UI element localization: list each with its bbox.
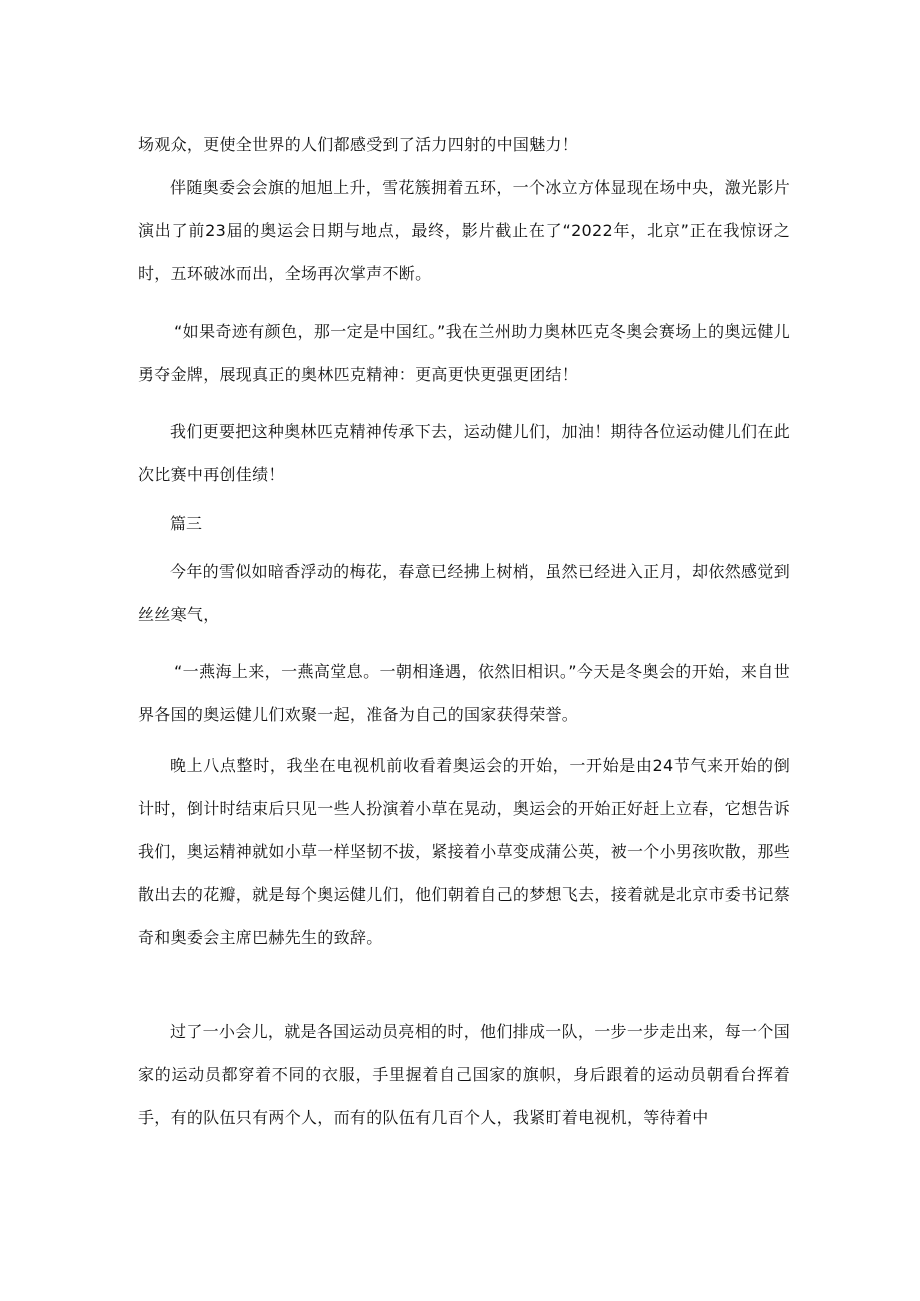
paragraph-3: “如果奇迹有颜色，那一定是中国红。”我在兰州助力奥林匹克冬奥会赛场上的奥远健儿勇夺金牌，展现真正的奥林匹克精神：更高更快更强更团结！ [138,322,790,384]
paragraph-1: 场观众，更使全世界的人们都感受到了活力四射的中国魅力！ [138,135,579,154]
paragraph-6: “一燕海上来，一燕高堂息。一朝相逢遇，依然旧相识。”今天是冬奥会的开始，来自世界各国的奥运健儿们欢聚一起，准备为自己的国家获得荣誉。 [138,662,790,724]
paragraph-7: 晚上八点整时，我坐在电视机前收看着奥运会的开始，一开始是由24节气来开始的倒计时，倒计时结束后只见一些人扮演着小草在晃动，奥运会的开始正好赶上立春，它想告诉我们，奥运精神就如小草一样坚韧不拔，紧接着小草变成蒲公英，被一个小男孩吹散，那些散出去的花瓣，就是每个奥运健儿们，他们朝着自己的梦想飞去，接着就是北京市委书记蔡奇和奥委会主席巴赫先生的致辞。 [138,756,791,947]
paragraph-4: 我们更要把这种奥林匹克精神传承下去，运动健儿们，加油！期待各位运动健儿们在此次比赛中再创佳绩！ [138,422,790,484]
paragraph-8: 过了一小会儿，就是各国运动员亮相的时，他们排成一队，一步一步走出来，每一个国家的运动员都穿着不同的衣服，手里握着自己国家的旗帜，身后跟着的运动员朝看台挥着手，有的队伍只有两个人，而有的队伍有几百个人，我紧盯着电视机，等待着中 [138,1022,790,1127]
section-heading: 篇三 [170,514,203,533]
paragraph-5: 今年的雪似如暗香浮动的梅花，春意已经拂上树梢，虽然已经进入正月，却依然感觉到丝丝寒气， [138,562,790,624]
paragraph-2: 伴随奥委会会旗的旭旭上升，雪花簇拥着五环，一个冰立方体显现在场中央，激光影片演出了前23届的奥运会日期与地点，最终，影片截止在了“2022年，北京”正在我惊讶之时，五环破冰而出，全场再次掌声不断。 [138,178,790,283]
